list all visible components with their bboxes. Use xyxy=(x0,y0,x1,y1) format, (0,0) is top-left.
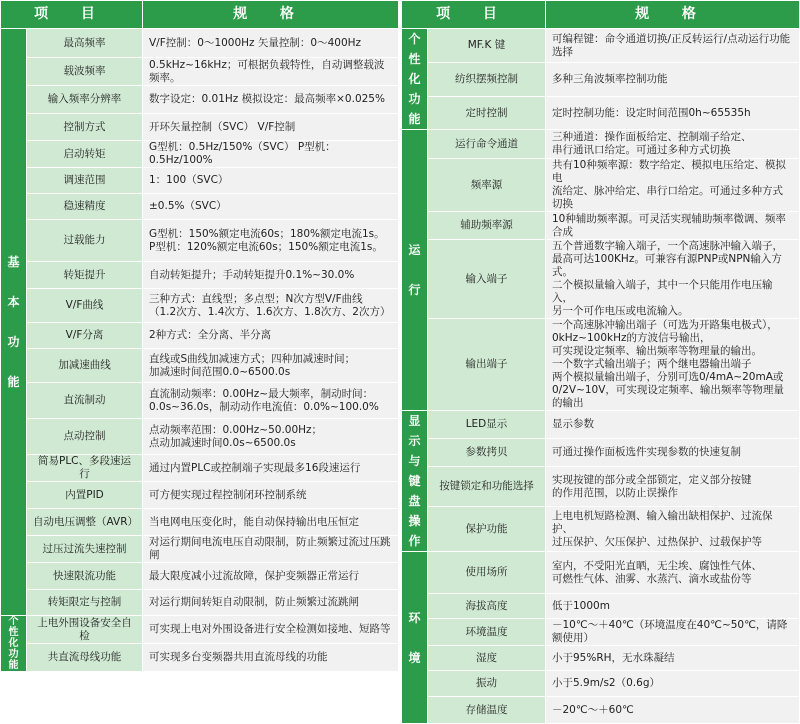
spec-item-name: MF.K 键 xyxy=(428,29,546,63)
table-row xyxy=(402,29,800,63)
spec-item-name: 输入频率分辨率 xyxy=(27,86,143,114)
spec-item-value: 小于95%RH，无水珠凝结 xyxy=(546,646,800,671)
spec-item-name: 过载能力 xyxy=(27,220,143,262)
spec-item-value: 可方便实现过程控制闭环控制系统 xyxy=(143,482,399,509)
spec-item-name: 输入端子 xyxy=(428,240,546,319)
spec-item-value: 直线或S曲线加减速方式；四种加减速时间； 加减速时间范围0.0~6500.0s xyxy=(143,349,399,383)
spec-item-value: G型机：0.5Hz/150%（SVC） P型机：0.5Hz/100% xyxy=(143,141,399,168)
spec-item-name: V/F曲线 xyxy=(27,289,143,323)
header-item: 项 目 xyxy=(402,1,546,29)
spec-item-name: 振动 xyxy=(428,671,546,697)
spec-item-value: 可实现上电对外围设备进行安全检测如接地、短路等 xyxy=(143,616,399,644)
table-row xyxy=(402,411,800,439)
header-row xyxy=(402,1,800,29)
spec-item-name: 输出端子 xyxy=(428,319,546,411)
table-row xyxy=(1,455,399,482)
spec-table-right xyxy=(401,0,800,724)
spec-item-value: 定时控制功能：设定时间范围0h~65535h xyxy=(546,97,800,130)
spec-item-value: 自动转矩提升；手动转矩提升0.1%~30.0% xyxy=(143,262,399,289)
spec-item-value: 小于5.9m/s2（0.6g） xyxy=(546,671,800,697)
table-row xyxy=(1,590,399,616)
table-row xyxy=(1,220,399,262)
spec-item-value: 实现按键的部分或全部锁定，定义部分按键 的作用范围，以防止误操作 xyxy=(546,466,800,506)
spec-item-name: 加减速曲线 xyxy=(27,349,143,383)
spec-item-name: 载波频率 xyxy=(27,58,143,86)
table-row xyxy=(1,536,399,563)
spec-item-value: 室内，不受阳光直晒，无尘埃、腐蚀性气体、 可燃性气体、油雾、水蒸汽、滴水或盐份等 xyxy=(546,552,800,594)
table-row xyxy=(1,383,399,419)
spec-item-value: 10种辅助频率源。可灵活实现辅助频率微调、频率合成 xyxy=(546,212,800,240)
table-row xyxy=(402,63,800,97)
spec-item-value: 2种方式：全分离、半分离 xyxy=(143,323,399,349)
table-row xyxy=(402,212,800,240)
table-row xyxy=(402,619,800,646)
table-row xyxy=(1,114,399,141)
spec-item-value: 通过内置PLC或控制端子实现最多16段速运行 xyxy=(143,455,399,482)
spec-item-name: 直流制动 xyxy=(27,383,143,419)
spec-item-name: 海拔高度 xyxy=(428,594,546,619)
spec-item-value: 对运行期间转矩自动限制，防止频繁过流跳闸 xyxy=(143,590,399,616)
spec-item-name: 按键锁定和功能选择 xyxy=(428,466,546,506)
spec-item-name: 共直流母线功能 xyxy=(27,644,143,672)
spec-item-name: 运行命令通道 xyxy=(428,130,546,159)
spec-item-name: 内置PID xyxy=(27,482,143,509)
group-label: 个性化功能 xyxy=(1,616,27,672)
spec-item-name: 湿度 xyxy=(428,646,546,671)
spec-item-value: V/F控制：0～1000Hz 矢量控制：0～400Hz xyxy=(143,29,399,58)
table-row xyxy=(1,482,399,509)
spec-item-name: 最高频率 xyxy=(27,29,143,58)
spec-item-value: 共有10种频率源：数字给定、模拟电压给定、模拟电 流给定、脉冲给定、串行口给定。可通过多种方式切换 xyxy=(546,159,800,212)
spec-item-name: 简易PLC、多段速运行 xyxy=(27,455,143,482)
spec-item-value: 1：100（SVC） xyxy=(143,168,399,194)
table-row xyxy=(402,130,800,159)
spec-item-name: 转矩限定与控制 xyxy=(27,590,143,616)
spec-item-value: 三种方式：直线型；多点型；N次方型V/F曲线 （1.2次方、1.4次方、1.6次方、1.8次方、2次方） xyxy=(143,289,399,323)
spec-item-value: 点动频率范围：0.00Hz~50.00Hz； 点动加减速时间0.0s~6500.0s xyxy=(143,419,399,455)
table-row xyxy=(1,323,399,349)
spec-item-name: 参数拷贝 xyxy=(428,438,546,466)
spec-item-value: 可编程键：命令通道切换/正反转运行/点动运行功能选择 xyxy=(546,29,800,63)
spec-item-value: －20℃～＋60℃ xyxy=(546,697,800,724)
spec-item-value: 对运行期间电流电压自动限制，防止频繁过流过压跳闸 xyxy=(143,536,399,563)
group-label: 运 行 xyxy=(402,130,428,411)
spec-item-value: 数字设定：0.01Hz 模拟设定：最高频率×0.025% xyxy=(143,86,399,114)
spec-item-name: 自动电压调整（AVR） xyxy=(27,509,143,536)
table-row xyxy=(402,319,800,411)
spec-item-value: 可实现多台变频器共用直流母线的功能 xyxy=(143,644,399,672)
table-row xyxy=(1,509,399,536)
header-spec: 规 格 xyxy=(546,1,800,29)
spec-item-name: 稳速精度 xyxy=(27,194,143,220)
table-row xyxy=(1,349,399,383)
spec-item-name: LED显示 xyxy=(428,411,546,439)
spec-item-name: V/F分离 xyxy=(27,323,143,349)
spec-item-value: ±0.5%（SVC） xyxy=(143,194,399,220)
spec-item-value: 显示参数 xyxy=(546,411,800,439)
spec-item-name: 过压过流失速控制 xyxy=(27,536,143,563)
spec-item-name: 转矩提升 xyxy=(27,262,143,289)
spec-item-value: G型机：150%额定电流60s；180%额定电流1s。 P型机：120%额定电流60s；150%额定电流1s。 xyxy=(143,220,399,262)
spec-item-value: 可通过操作面板选件实现参数的快速复制 xyxy=(546,438,800,466)
spec-item-value: 当电网电压变化时，能自动保持输出电压恒定 xyxy=(143,509,399,536)
table-row xyxy=(1,194,399,220)
spec-item-name: 辅助频率源 xyxy=(428,212,546,240)
table-row xyxy=(1,419,399,455)
spec-item-value: 直流制动频率：0.00Hz~最大频率，制动时间： 0.0s~36.0s，制动动作电流值：0.0%~100.0% xyxy=(143,383,399,419)
spec-item-value: 三种通道：操作面板给定、控制端子给定、 串行通讯口给定。可通过多种方式切换 xyxy=(546,130,800,159)
header-row xyxy=(1,1,399,29)
spec-item-name: 快速限流功能 xyxy=(27,563,143,590)
spec-item-name: 频率源 xyxy=(428,159,546,212)
table-row xyxy=(1,168,399,194)
spec-item-name: 使用场所 xyxy=(428,552,546,594)
table-row xyxy=(402,240,800,319)
spec-item-value: 0.5kHz~16kHz；可根据负载特性，自动调整载波频率。 xyxy=(143,58,399,86)
spec-item-value: 五个普通数字输入端子，一个高速脉冲输入端子， 最高可达100KHz。可兼容有源PNP或NPN输入方式。 二个模拟量输入端子，其中一个只能用作电压输入， 另一个可作电压或电流输入。 xyxy=(546,240,800,319)
spec-item-name: 调速范围 xyxy=(27,168,143,194)
group-label: 显 示 与 键 盘 操 作 xyxy=(402,411,428,552)
table-row xyxy=(402,594,800,619)
spec-item-name: 纺织摆频控制 xyxy=(428,63,546,97)
table-row xyxy=(1,644,399,672)
table-row xyxy=(1,289,399,323)
table-row xyxy=(402,97,800,130)
spec-item-value: －10℃～＋40℃（环境温度在40℃~50℃，请降额使用） xyxy=(546,619,800,646)
table-row xyxy=(1,29,399,58)
table-row xyxy=(1,616,399,644)
spec-item-name: 上电外围设备安全自检 xyxy=(27,616,143,644)
table-row xyxy=(1,262,399,289)
group-label: 环 境 xyxy=(402,552,428,724)
group-label: 个 性 化 功 能 xyxy=(402,29,428,130)
spec-item-name: 点动控制 xyxy=(27,419,143,455)
spec-item-value: 最大限度减小过流故障，保护变频器正常运行 xyxy=(143,563,399,590)
group-label: 基 本 功 能 xyxy=(1,29,27,616)
spec-item-value: 多种三角波频率控制功能 xyxy=(546,63,800,97)
header-item: 项 目 xyxy=(1,1,143,29)
spec-item-value: 低于1000m xyxy=(546,594,800,619)
spec-item-name: 存储温度 xyxy=(428,697,546,724)
table-row xyxy=(402,438,800,466)
table-row xyxy=(402,507,800,552)
spec-item-value: 一个高速脉冲输出端子（可选为开路集电极式）， 0kHz~100kHz的方波信号输出， 可实现设定频率、输出频率等物理量的输出。 一个数字式输出端子；两个继电器输出端子 两个模拟量输出端子，分别可选0/4mA~20mA或 0/2V~10V，可实现设定频率、输出频率等物理量的输出 xyxy=(546,319,800,411)
table-row xyxy=(402,552,800,594)
table-row xyxy=(402,646,800,671)
spec-item-name: 启动转矩 xyxy=(27,141,143,168)
table-row xyxy=(1,86,399,114)
spec-table-left xyxy=(0,0,399,672)
spec-item-name: 环境温度 xyxy=(428,619,546,646)
table-row xyxy=(1,563,399,590)
spec-item-value: 开环矢量控制（SVC） V/F控制 xyxy=(143,114,399,141)
spec-item-name: 控制方式 xyxy=(27,114,143,141)
spec-item-name: 定时控制 xyxy=(428,97,546,130)
table-row xyxy=(1,58,399,86)
table-row xyxy=(1,141,399,168)
table-row xyxy=(402,671,800,697)
table-row xyxy=(402,466,800,506)
spec-item-name: 保护功能 xyxy=(428,507,546,552)
table-row xyxy=(402,159,800,212)
table-row xyxy=(402,697,800,724)
spec-item-value: 上电电机短路检测、输入输出缺相保护、过流保护、 过压保护、欠压保护、过热保护、过载保护等 xyxy=(546,507,800,552)
header-spec: 规 格 xyxy=(143,1,399,29)
